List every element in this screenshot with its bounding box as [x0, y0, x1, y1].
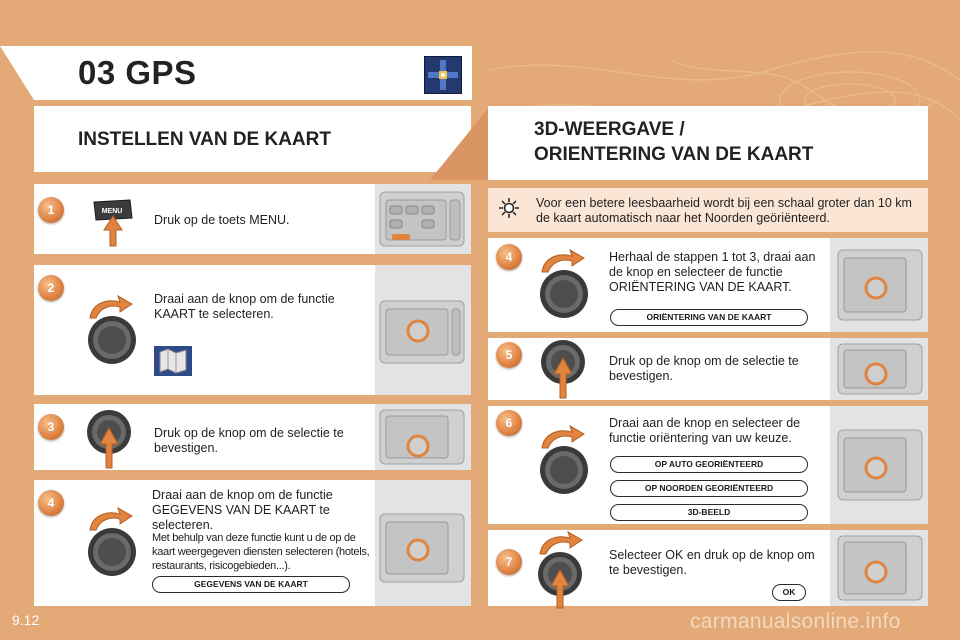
menu-option-auto-oriented[interactable]: OP AUTO GEORIËNTEERD: [610, 456, 808, 473]
radio-panel-image: [376, 508, 468, 588]
step-left-4-note: Met behulp van deze functie kunt u de op de kaart weergegeven diensten selecteren (hotels, restaurants, risicogebieden...).: [152, 532, 370, 572]
menu-option-north-oriented[interactable]: OP NOORDEN GEORIËNTEERD: [610, 480, 808, 497]
step-badge: 5: [496, 342, 522, 368]
rotate-press-knob-icon: [532, 530, 592, 610]
step-right-5-text: Druk op de knop om de selectie te bevestigen.: [609, 354, 799, 383]
rotate-knob-icon: [84, 502, 140, 580]
step-left-2-text: Draai aan de knop om de functie KAART te selecteren.: [154, 292, 335, 321]
step-left-3-text: Druk op de knop om de selectie te bevestigen.: [154, 426, 344, 455]
section-right-band: [488, 106, 928, 180]
step-right-6-text: Draai aan de knop en selecteer de functie oriëntering van uw keuze.: [609, 416, 801, 445]
section-right-title-line2: ORIENTERING VAN DE KAART: [534, 144, 814, 165]
map-icon: [154, 346, 192, 376]
radio-panel-image: [834, 340, 926, 398]
ok-option[interactable]: OK: [772, 584, 806, 601]
step-badge: 3: [38, 414, 64, 440]
menu-option-3d-view[interactable]: 3D-BEELD: [610, 504, 808, 521]
menu-button-icon: [90, 196, 136, 248]
radio-panel-image: [376, 186, 468, 252]
radio-panel-image: [834, 424, 926, 506]
radio-panel-image: [834, 532, 926, 604]
step-badge: 2: [38, 275, 64, 301]
step-left-1-text: Druk op de toets MENU.: [154, 213, 290, 227]
rotate-knob-icon: [84, 290, 140, 368]
step-right-4-text: Herhaal de stappen 1 tot 3, draai aan de knop en selecteer de functie ORIËNTERING VAN DE KAART.: [609, 250, 816, 294]
step-badge: 4: [38, 490, 64, 516]
step-badge: 4: [496, 244, 522, 270]
menu-option-map-orientation[interactable]: ORIËNTERING VAN DE KAART: [610, 309, 808, 326]
step-left-4-text: Draai aan de knop om de functie GEGEVENS VAN DE KAART te selecteren.: [152, 488, 333, 532]
press-knob-icon: [84, 406, 134, 470]
menu-option-map-data[interactable]: GEGEVENS VAN DE KAART: [152, 576, 350, 593]
radio-panel-image: [834, 244, 926, 326]
radio-panel-image: [376, 406, 468, 468]
section-right-title-line1: 3D-WEERGAVE /: [534, 119, 685, 140]
radio-panel-image: [376, 295, 468, 369]
tip-text: Voor een betere leesbaarheid wordt bij een schaal groter dan 10 km de kaart automatisch naar het Noorden geöriënteerd.: [536, 196, 912, 225]
sun-bulb-icon: [498, 197, 520, 219]
diagonal-divider: [430, 106, 490, 180]
section-left-title: INSTELLEN VAN DE KAART: [78, 129, 331, 150]
step-badge: 6: [496, 410, 522, 436]
step-badge: 1: [38, 197, 64, 223]
gps-crossroad-icon: [424, 56, 462, 94]
chapter-title: 03 GPS: [78, 54, 197, 91]
page-number: 9.12: [12, 612, 40, 628]
step-right-7-text: Selecteer OK en druk op de knop om te bevestigen.: [609, 548, 815, 577]
rotate-knob-icon: [536, 420, 592, 498]
watermark: carmanualsonline.info: [690, 610, 901, 633]
rotate-knob-icon: [536, 244, 592, 322]
menu-button-label: MENU: [101, 208, 123, 215]
press-knob-icon: [538, 336, 588, 400]
step-badge: 7: [496, 549, 522, 575]
